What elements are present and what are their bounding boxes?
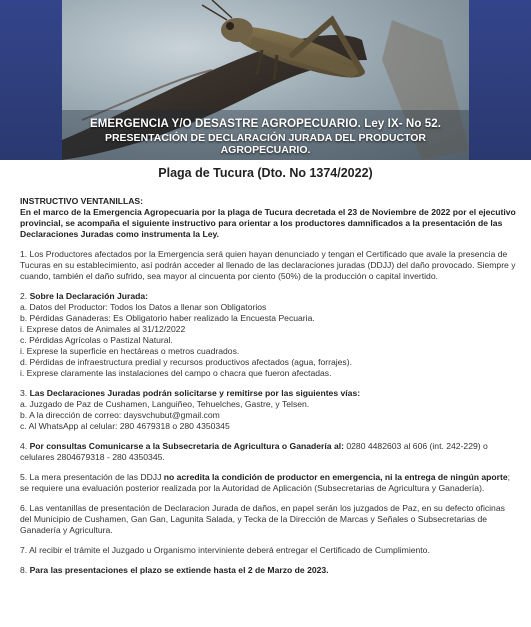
- list-item: i. Exprese datos de Animales al 31/12/2022: [20, 324, 186, 334]
- hero-titles: [62, 118, 469, 156]
- list-item: c. Al WhatsApp al celular: 280 4679318 o 280 4350345: [20, 421, 230, 431]
- document-body: [20, 196, 518, 585]
- paragraph-2: [20, 291, 518, 379]
- list-item: b. A la dirección de correo: daysvchubut@gmail.com: [20, 410, 220, 420]
- paragraph-8-heading: Para las presentaciones el plazo se extiende hasta el 2 de Marzo de 2023.: [29, 565, 329, 575]
- paragraph-5: [20, 472, 518, 494]
- paragraph-3: [20, 388, 518, 432]
- list-item: i. Exprese claramente las instalaciones del campo o chacra que fueron afectadas.: [20, 368, 332, 378]
- paragraph-5-post: ; se requiere una evaluación posterior realizada por la Autoridad de Aplicación (Subsecretarias de Agricultura y Ganadería).: [20, 472, 510, 493]
- paragraph-4-number: 4.: [20, 441, 30, 451]
- list-item: i. Exprese la superficie en hectáreas o metros cuadrados.: [20, 346, 240, 356]
- page-title-secondary: PRESENTACIÓN DE DECLARACIÓN JURADA DEL PRODUCTOR AGROPECUARIO.: [104, 132, 427, 156]
- paragraph-3-number: 3.: [20, 388, 30, 398]
- paragraph-4: [20, 441, 518, 463]
- list-item: d. Pérdidas de infraestructura predial y recursos productivos afectados (agua, forrajes).: [20, 357, 352, 367]
- paragraph-4-contact: 0280 4482603 al 606 (int. 242-229) o celulares 2804679318 - 280 4350345.: [20, 441, 488, 462]
- header-band-left: [0, 0, 62, 160]
- list-item: c. Pérdidas Agrícolas o Pastizal Natural.: [20, 335, 173, 345]
- paragraph-6: 6. Las ventanillas de presentación de Declaracion Jurada de daños, en papel serán los juzgados de Paz, en su defecto oficinas del Municipio de Cushamen, Gan Gan, Lagunita Salada, y Tecka de la Dirección de Marcas y Señales o Subsecretarias de Ganadería y Agricultura.: [20, 503, 505, 535]
- paragraph-2-number: 2.: [20, 291, 30, 301]
- list-item: a. Juzgado de Paz de Cushamen, Languiñeo, Tehuelches, Gastre, y Telsen.: [20, 399, 310, 409]
- document-subtitle: Plaga de Tucura (Dto. No 1374/2022): [158, 166, 373, 180]
- page-title: EMERGENCIA Y/O DESASTRE AGROPECUARIO. Ley IX- No 52.: [89, 118, 442, 130]
- paragraph-3-heading: Las Declaraciones Juradas podrán solicitarse y remitirse por las siguientes vías:: [29, 388, 361, 398]
- paragraph-5-pre: 5. La mera presentación de las DDJJ: [20, 472, 164, 482]
- paragraph-5-bold: no acredita la condición de productor en emergencia, ni la entrega de ningún aporte: [163, 472, 508, 482]
- paragraph-2-heading: Sobre la Declaración Jurada:: [29, 291, 149, 301]
- hero-image-grasshopper: [62, 0, 469, 160]
- paragraph-4-heading: Por consultas Comunicarse a la Subsecretaria de Agricultura o Ganadería al:: [29, 441, 344, 451]
- paragraph-8-number: 8.: [20, 565, 30, 575]
- paragraph-7: 7. Al recibir el trámite el Juzgado u Organismo interviniente deberá entregar el Certificado de Cumplimiento.: [20, 545, 430, 555]
- intro-paragraph: En el marco de la Emergencia Agropecuaria por la plaga de Tucura decretada el 23 de Noviembre de 2022 por el ejecutivo provincial, se acompaña el siguiente instructivo para orientar a los productores damnificados a la presentación de las Declaraciones Juradas como instrumenta la Ley.: [20, 207, 516, 239]
- intro-heading: INSTRUCTIVO VENTANILLAS:: [20, 196, 144, 206]
- list-item: a. Datos del Productor: Todos los Datos a llenar son Obligatorios: [20, 302, 267, 312]
- list-item: b. Pérdidas Ganaderas: Es Obligatorio haber realizado la Encuesta Pecuaria.: [20, 313, 315, 323]
- header-band-right: [469, 0, 531, 160]
- paragraph-8: [20, 565, 518, 576]
- paragraph-1: 1. Los Productores afectados por la Emergencia será quien hayan denunciado y tengan el Certificado que avale la presencia de Tucuras en su establecimiento, así podrán acceder al llenado de las declaraciones juradas (DDJJ) del daño provocado. Siempre y cuando, también el daño sufrido, sea mayor al cincuenta por ciento (50%) de la producción o capital invertido.: [20, 249, 516, 281]
